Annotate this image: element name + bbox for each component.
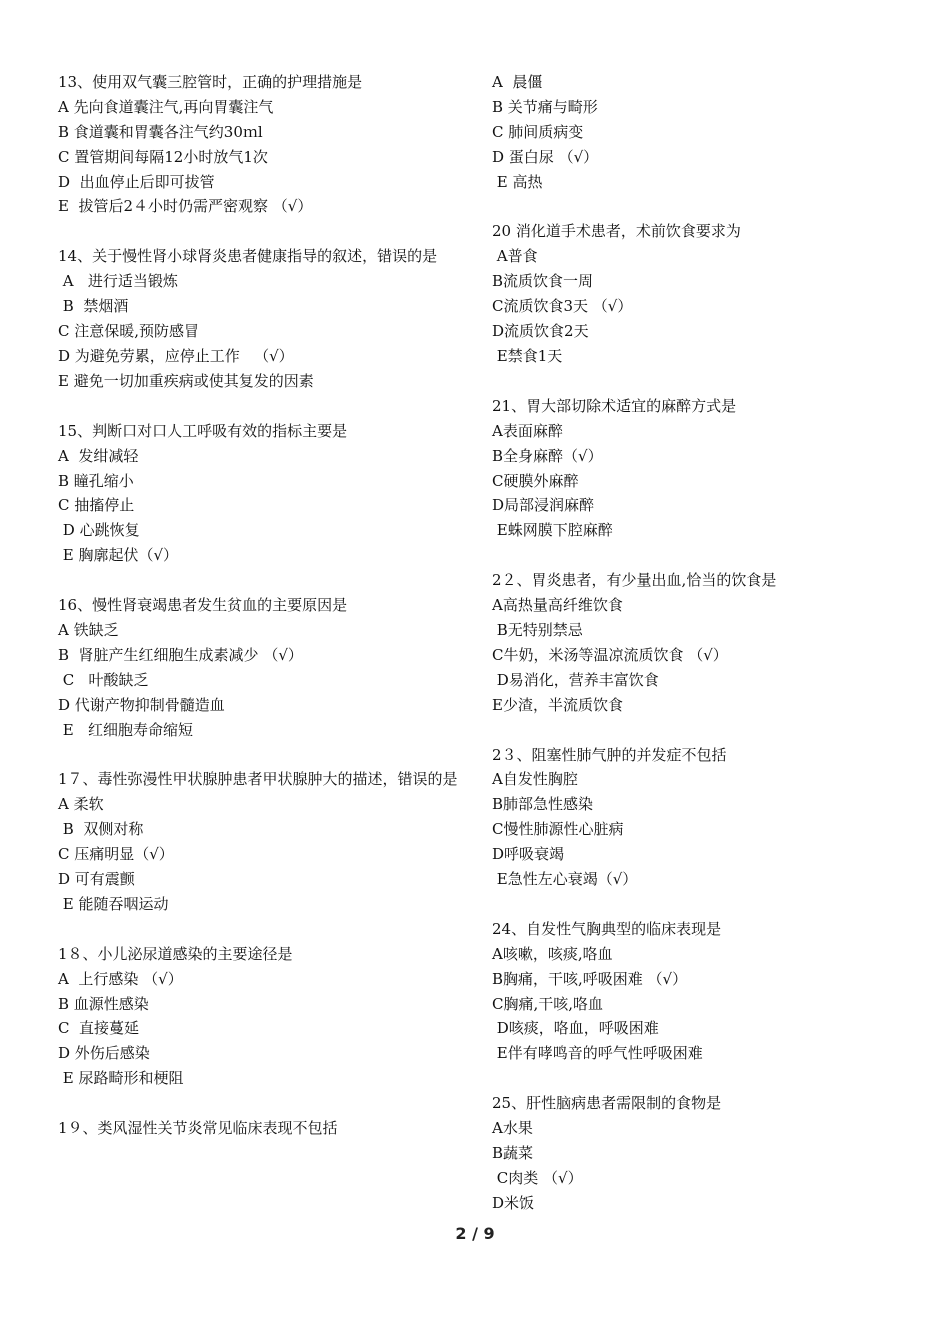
answer-option: E 高热 [492, 172, 543, 191]
answer-option: A高热量高纤维饮食 [492, 596, 623, 615]
question-block [492, 219, 912, 368]
answer-option: C 叶酸缺乏 [58, 670, 149, 689]
answer-option: D易消化，营养丰富饮食 [492, 670, 659, 689]
question-block [58, 244, 478, 393]
answer-option: A 铁缺乏 [58, 620, 119, 639]
answer-option: A 上行感染 （√） [58, 969, 183, 988]
question-block [58, 70, 478, 219]
answer-option: B 双侧对称 [58, 820, 144, 839]
answer-option: D局部浸润麻醉 [492, 496, 595, 515]
answer-option: E 尿路畸形和梗阻 [58, 1069, 184, 1088]
question-block [58, 593, 478, 742]
answer-option: C流质饮食3天 （√） [492, 297, 633, 316]
question-stem: 1７、毒性弥漫性甲状腺肿患者甲状腺肿大的描述，错误的是 [58, 770, 458, 789]
answer-option: A咳嗽，咳痰,咯血 [492, 944, 613, 963]
answer-option: B无特别禁忌 [492, 620, 583, 639]
answer-option: A 发绀减轻 [58, 446, 139, 465]
answer-option: C胸痛,干咳,咯血 [492, 994, 604, 1013]
right-column [492, 70, 912, 1241]
answer-option: E伴有哮鸣音的呼气性呼吸困难 [492, 1044, 703, 1063]
answer-option: B 肾脏产生红细胞生成素减少 （√） [58, 645, 303, 664]
answer-option: E蛛网膜下腔麻醉 [492, 521, 613, 540]
question-stem: 2２、胃炎患者，有少量出血,恰当的饮食是 [492, 571, 777, 590]
answer-option: C 抽搐停止 [58, 496, 135, 515]
answer-option: A 进行适当锻炼 [58, 272, 178, 291]
answer-option: B 关节痛与畸形 [492, 97, 598, 116]
answer-option: B肺部急性感染 [492, 795, 594, 814]
answer-option: C 肺间质病变 [492, 122, 584, 141]
question-block [58, 767, 478, 916]
answer-option: E急性左心衰竭（√） [492, 870, 638, 888]
answer-option: B 瞳孔缩小 [58, 471, 134, 490]
question-stem: 1９、类风湿性关节炎常见临床表现不包括 [58, 1119, 338, 1138]
question-stem: 2３、阻塞性肺气肿的并发症不包括 [492, 745, 727, 764]
answer-option: C硬膜外麻醉 [492, 471, 579, 490]
answer-option: A普食 [492, 247, 538, 266]
answer-option: E 红细胞寿命缩短 [58, 720, 194, 739]
question-block [492, 568, 912, 717]
answer-option: A水果 [492, 1119, 533, 1138]
answer-option: C牛奶，米汤等温凉流质饮食 （√） [492, 645, 728, 664]
page-number: 2 / 9 [455, 1224, 495, 1243]
answer-option: C 置管期间每隔12小时放气1次 [58, 147, 268, 166]
question-stem: 20 消化道手术患者，术前饮食要求为 [492, 222, 741, 241]
answer-option: D 外伤后感染 [58, 1044, 150, 1063]
question-stem: 16、慢性肾衰竭患者发生贫血的主要原因是 [58, 596, 348, 615]
answer-option: A表面麻醉 [492, 421, 563, 440]
answer-option: C 直接蔓延 [58, 1019, 140, 1038]
question-stem: 14、关于慢性肾小球肾炎患者健康指导的叙述，错误的是 [58, 247, 438, 266]
answer-option: D呼吸衰竭 [492, 845, 565, 864]
question-stem: 25、肝性脑病患者需限制的食物是 [492, 1094, 722, 1113]
answer-option: B 禁烟酒 [58, 297, 129, 316]
answer-option: B全身麻醉（√） [492, 446, 603, 465]
answer-option: A 晨僵 [492, 73, 543, 91]
answer-option: C 注意保暖,预防感冒 [58, 322, 200, 341]
answer-option: B 食道囊和胃囊各注气约30ｍl [58, 122, 263, 141]
answer-option: D 为避免劳累，应停止工作 （√） [58, 346, 294, 365]
question-block [492, 917, 912, 1066]
answer-option: E禁食1天 [492, 346, 563, 365]
answer-option: B蔬菜 [492, 1144, 534, 1163]
question-stem: 13、使用双气囊三腔管时，正确的护理措施是 [58, 73, 363, 91]
answer-option: A 先向食道囊注气,再向胃囊注气 [58, 97, 274, 116]
answer-option: D 出血停止后即可拔管 [58, 172, 215, 191]
answer-option: D米饭 [492, 1193, 535, 1212]
answer-option: B流质饮食一周 [492, 272, 594, 291]
question-block [58, 1116, 478, 1141]
question-block [492, 1091, 912, 1215]
answer-option: C慢性肺源性心脏病 [492, 820, 624, 839]
question-stem: 21、胃大部切除术适宜的麻醉方式是 [492, 396, 737, 415]
answer-option: B胸痛，干咳,呼吸困难 （√） [492, 969, 688, 988]
question-block [58, 419, 478, 568]
answer-option: E 能随吞咽运动 [58, 894, 169, 913]
answer-option: E 胸廓起伏（√） [58, 546, 179, 565]
answer-option: C 压痛明显（√） [58, 845, 174, 864]
question-block [492, 394, 912, 543]
question-stem: 1８、小儿泌尿道感染的主要途径是 [58, 944, 293, 963]
answer-option: E少渣，半流质饮食 [492, 695, 623, 714]
answer-option: C肉类 （√） [492, 1168, 583, 1187]
answer-option: D咳痰，咯血，呼吸困难 [492, 1019, 659, 1038]
answer-option: D 蛋白尿 （√） [492, 147, 599, 166]
answer-option: D 心跳恢复 [58, 521, 140, 540]
answer-option: B 血源性感染 [58, 994, 149, 1013]
question-stem: 24、自发性气胸典型的临床表现是 [492, 919, 722, 938]
answer-option: D流质饮食2天 [492, 322, 589, 341]
question-block [58, 942, 478, 1091]
answer-option: A 柔软 [58, 795, 104, 814]
answer-option: E 避免一切加重疾病或使其复发的因素 [58, 371, 314, 390]
answer-option: D 代谢产物抑制骨髓造血 [58, 695, 225, 714]
left-column [58, 70, 478, 1166]
answer-option: E 拔管后2４小时仍需严密观察 （√） [58, 197, 313, 216]
answer-option: D 可有震颤 [58, 870, 135, 889]
answer-option: A自发性胸腔 [492, 770, 578, 789]
question-stem: 15、判断口对口人工呼吸有效的指标主要是 [58, 421, 348, 440]
question-block [492, 70, 912, 194]
question-block [492, 743, 912, 892]
